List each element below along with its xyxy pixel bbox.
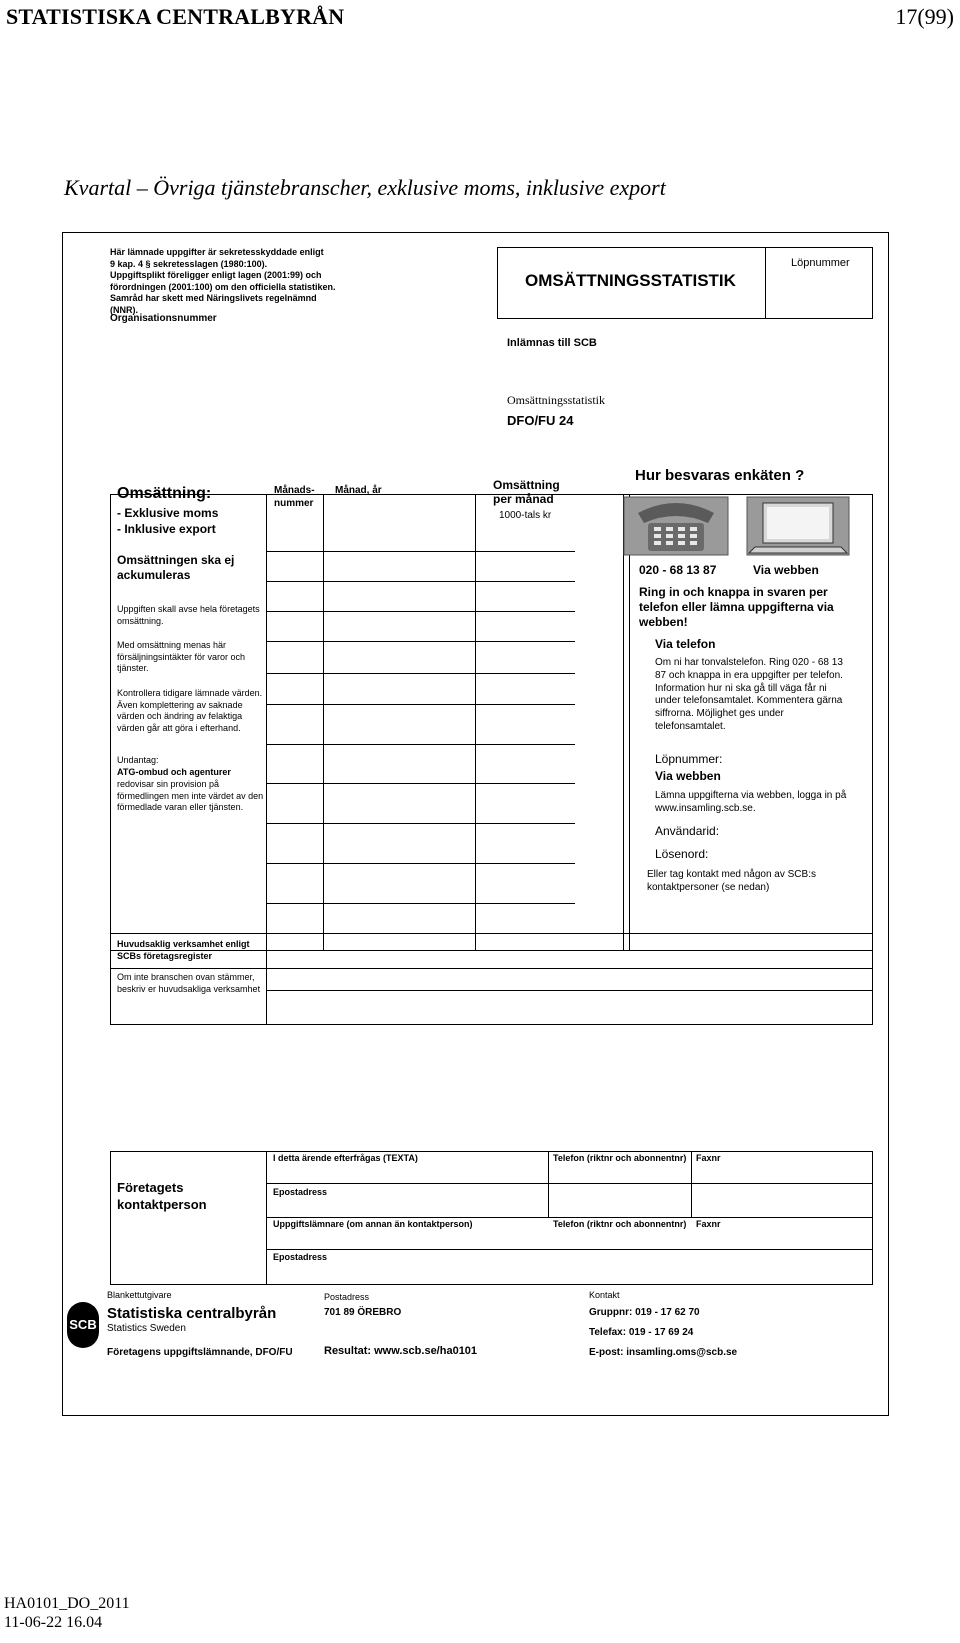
- row-line: [266, 641, 575, 642]
- field-respondent-phone: Telefon (riktnr och abonnentnr): [553, 1219, 687, 1229]
- contact-divider: [266, 1151, 267, 1285]
- col-divider: [475, 494, 476, 951]
- row-line: [266, 783, 575, 784]
- col-header-month-number: Månads- nummer: [274, 485, 315, 509]
- confidentiality-note: [110, 247, 340, 316]
- note-exception-head: Undantag:: [117, 755, 159, 765]
- via-phone-heading: Via telefon: [655, 637, 716, 651]
- scb-logo: SCB: [67, 1302, 99, 1348]
- page-title: Kvartal – Övriga tjänstebranscher, exklusive moms, inklusive export: [64, 175, 666, 200]
- note-exception-bold: ATG-ombud och agenturer: [117, 767, 231, 777]
- field-respondent-name: Uppgiftslämnare (om annan än kontaktperson): [273, 1219, 473, 1229]
- contact-divider: [691, 1151, 692, 1217]
- contact-box: [110, 1151, 873, 1285]
- field-contact-email: Epostadress: [273, 1187, 328, 1197]
- conf-line: Här lämnade uppgifter är sekretesskyddade enligt: [110, 247, 324, 257]
- header-row-line: [266, 551, 575, 552]
- row-line: [266, 673, 575, 674]
- row-line: [266, 704, 575, 705]
- row-line: [266, 611, 575, 612]
- publisher-label: Blankettutgivare: [107, 1290, 172, 1300]
- contact-instructions: Eller tag kontakt med någon av SCB:s kontaktpersoner (se nedan): [647, 869, 816, 893]
- conf-line: Uppgiftsplikt föreligger enligt lagen (2001:99) och: [110, 270, 322, 280]
- sector-label-registered: Huvudsaklig verksamhet enligt SCBs företagsregister: [117, 939, 250, 961]
- field-contact-phone: Telefon (riktnr och abonnentnr): [553, 1153, 687, 1163]
- note-exception: redovisar sin provision på förmedlingen men inte värdet av den förmedlade varan eller tjänsten.: [117, 779, 264, 812]
- field-respondent-fax: Faxnr: [696, 1219, 721, 1229]
- page-number: 17(99): [895, 4, 954, 29]
- row-line: [266, 903, 575, 904]
- web-label: Via webben: [753, 563, 819, 577]
- contact-divider: [548, 1151, 549, 1217]
- how-to-answer-heading: Hur besvaras enkäten ?: [635, 467, 805, 484]
- row-line: [266, 823, 575, 824]
- form-series: Företagens uppgiftslämnande, DFO/FU: [107, 1347, 293, 1358]
- row-line: [266, 863, 575, 864]
- results-url: Resultat: www.scb.se/ha0101: [324, 1345, 478, 1357]
- phone-number: 020 - 68 13 87: [639, 563, 717, 577]
- contact-label: Kontakt: [589, 1290, 620, 1300]
- form-title: OMSÄTTNINGSSTATISTIK: [525, 271, 736, 290]
- conf-line: Samråd har skett med Näringslivets regelnämnd (NNR).: [110, 293, 317, 315]
- title-divider: [765, 247, 766, 319]
- statistics-name: Omsättningsstatistik: [507, 393, 606, 407]
- sector-label-describe: Om inte branschen ovan stämmer, beskriv er huvudsakliga verksamhet: [117, 972, 261, 994]
- contact-line: [266, 1217, 873, 1218]
- sector-divider: [266, 933, 267, 1025]
- laptop-icon: [743, 491, 853, 561]
- contact-line: [266, 1183, 873, 1184]
- postal-address: 701 89 ÖREBRO: [324, 1307, 402, 1318]
- sector-line: [266, 990, 873, 991]
- contact-person-label: Företagets kontaktperson: [117, 1180, 207, 1212]
- note-check-values: Kontrollera tidigare lämnade värden. Även komplettering av saknade värden och ändring av felaktiga värden går att göra i efterhand.: [117, 688, 263, 733]
- row-line: [266, 581, 575, 582]
- statistics-code: DFO/FU 24: [507, 413, 574, 428]
- conf-line: förordningen (2001:100) om den officiella statistiken.: [110, 281, 336, 292]
- col-header-unit: 1000-tals kr: [499, 510, 552, 521]
- excl-vat: - Exklusive moms: [117, 506, 219, 520]
- survey-form: [62, 232, 889, 1416]
- incl-export: - Inklusive export: [117, 522, 216, 536]
- field-contact-fax: Faxnr: [696, 1153, 721, 1163]
- fax-number: Telefax: 019 - 17 69 24: [589, 1327, 694, 1338]
- web-instructions: Lämna uppgifterna via webben, logga in på www.insamling.scb.se.: [655, 790, 847, 814]
- group-phone: Gruppnr: 019 - 17 62 70: [589, 1307, 700, 1318]
- phone-instructions: Om ni har tonvalstelefon. Ring 020 - 68 13 87 och knappa in era uppgifter per telefon. Information hur ni ska gå till väga får ni under telefonsamtalet. Kommentera gärna siffrorna. Möjlighet ges under telefonsamtalet.: [655, 657, 843, 732]
- org-subtitle: Statistics Sweden: [107, 1323, 186, 1334]
- note-definition: Med omsättning menas här försäljningsintäkter för varor och tjänster.: [117, 640, 246, 673]
- org-number-label: Organisationsnummer: [110, 313, 217, 324]
- lopnummer-field-label: Löpnummer:: [655, 752, 723, 766]
- postal-label: Postadress: [324, 1292, 370, 1302]
- org-name: Statistiska centralbyrån: [107, 1305, 277, 1322]
- header-agency: STATISTISKA CENTRALBYRÅN: [6, 4, 345, 29]
- telephone-icon: [616, 491, 736, 561]
- document-id: HA0101_DO_2011: [4, 1595, 130, 1612]
- note-whole-company: Uppgiften skall avse hela företagets omsättning.: [117, 604, 260, 626]
- document-timestamp: 11-06-22 16.04: [4, 1614, 103, 1631]
- lopnummer-label: Löpnummer: [791, 257, 850, 269]
- submit-to: Inlämnas till SCB: [507, 337, 597, 349]
- col-header-month-year: Månad, år: [335, 485, 382, 496]
- call-instruction: Ring in och knappa in svaren per telefon eller lämna uppgifterna via webben!: [639, 585, 834, 629]
- conf-line: 9 kap. 4 § sekretesslagen (1980:100).: [110, 258, 268, 269]
- turnover-heading: Omsättning:: [117, 485, 212, 502]
- field-respondent-email: Epostadress: [273, 1252, 328, 1262]
- contact-line: [266, 1249, 873, 1250]
- col-header-turnover: Omsättning per månad: [493, 478, 560, 506]
- col-divider: [323, 494, 324, 951]
- field-contact-name: I detta ärende efterfrågas (TEXTA): [273, 1153, 418, 1163]
- via-web-heading: Via webben: [655, 769, 721, 783]
- password-label: Lösenord:: [655, 847, 709, 861]
- row-line: [266, 744, 575, 745]
- user-id-label: Användarid:: [655, 824, 720, 838]
- no-accumulate-note: Omsättningen ska ej ackumuleras: [117, 553, 235, 582]
- email-address: E-post: insamling.oms@scb.se: [589, 1347, 738, 1358]
- sector-line: [110, 968, 873, 969]
